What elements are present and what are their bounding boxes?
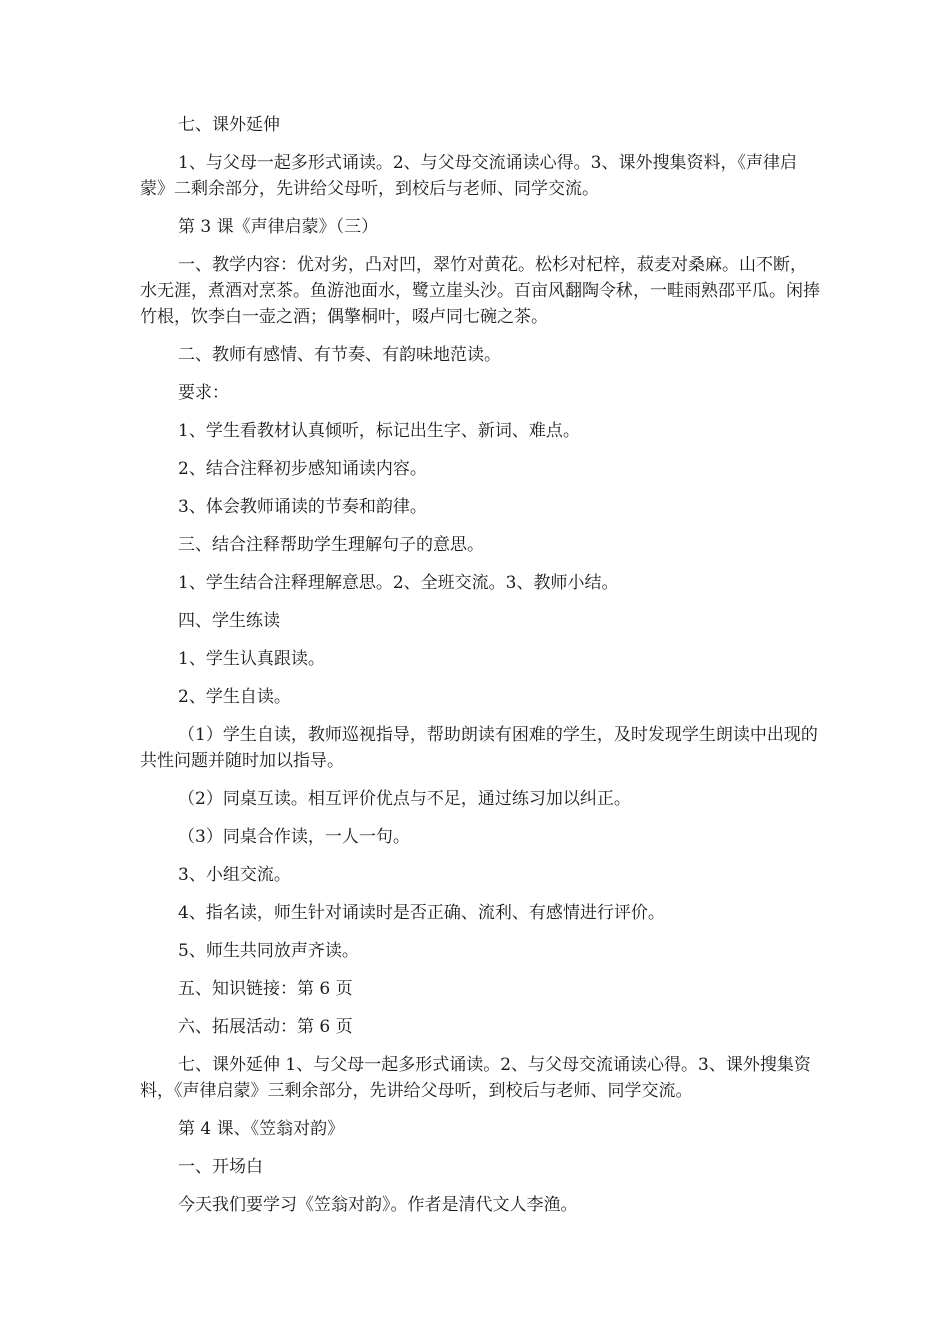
list-item: 5、师生共同放声齐读。 xyxy=(178,941,359,961)
section-heading: 四、学生练读 xyxy=(178,611,280,631)
section-heading: 二、教师有感情、有节奏、有韵味地范读。 xyxy=(178,345,501,365)
list-item: 4、指名读，师生针对诵读时是否正确、流利、有感情进行评价。 xyxy=(178,903,665,923)
list-item: 2、学生自读。 xyxy=(178,687,291,707)
list-item: （1）学生自读，教师巡视指导，帮助朗读有困难的学生，及时发现学生朗读中出现的共性问题并随时加以指导。 xyxy=(140,725,818,771)
paragraph: 1、学生结合注释理解意思。2、全班交流。3、教师小结。 xyxy=(178,573,619,593)
list-item: （3）同桌合作读，一人一句。 xyxy=(178,827,410,847)
list-item: 2、结合注释初步感知诵读内容。 xyxy=(178,459,427,479)
list-item: 3、体会教师诵读的节奏和韵律。 xyxy=(178,497,427,517)
paragraph: 要求： xyxy=(178,383,229,403)
paragraph: 一、教学内容：优对劣，凸对凹，翠竹对黄花。松杉对杞梓，菽麦对桑麻。山不断，水无涯，煮酒对烹茶。鱼游池面水，鹭立崖头沙。百亩风翻陶令秫，一畦雨熟邵平瓜。闲捧竹根，饮李白一壶之酒；偶擎桐叶，啜卢同七碗之茶。 xyxy=(140,255,820,327)
paragraph: 七、课外延伸 1、与父母一起多形式诵读。2、与父母交流诵读心得。3、课外搜集资料，《声律启蒙》三剩余部分，先讲给父母听，到校后与老师、同学交流。 xyxy=(140,1055,811,1101)
list-item: （2）同桌互读。相互评价优点与不足，通过练习加以纠正。 xyxy=(178,789,631,809)
section-heading: 一、开场白 xyxy=(178,1157,263,1177)
section-heading: 三、结合注释帮助学生理解句子的意思。 xyxy=(178,535,484,555)
section-heading: 五、知识链接：第 6 页 xyxy=(178,979,353,999)
document-body xyxy=(140,112,820,1230)
list-item: 1、学生认真跟读。 xyxy=(178,649,325,669)
paragraph: 今天我们要学习《笠翁对韵》。作者是清代文人李渔。 xyxy=(178,1195,578,1215)
paragraph: 1、与父母一起多形式诵读。2、与父母交流诵读心得。3、课外搜集资料，《声律启蒙》二剩余部分，先讲给父母听，到校后与老师、同学交流。 xyxy=(140,153,797,199)
list-item: 1、学生看教材认真倾听，标记出生字、新词、难点。 xyxy=(178,421,580,441)
section-heading: 七、课外延伸 xyxy=(178,115,280,135)
list-item: 3、小组交流。 xyxy=(178,865,291,885)
section-heading: 六、拓展活动：第 6 页 xyxy=(178,1017,353,1037)
lesson-title: 第 4 课、《笠翁对韵》 xyxy=(178,1119,345,1139)
lesson-title: 第 3 课《声律启蒙》（三） xyxy=(178,217,379,237)
